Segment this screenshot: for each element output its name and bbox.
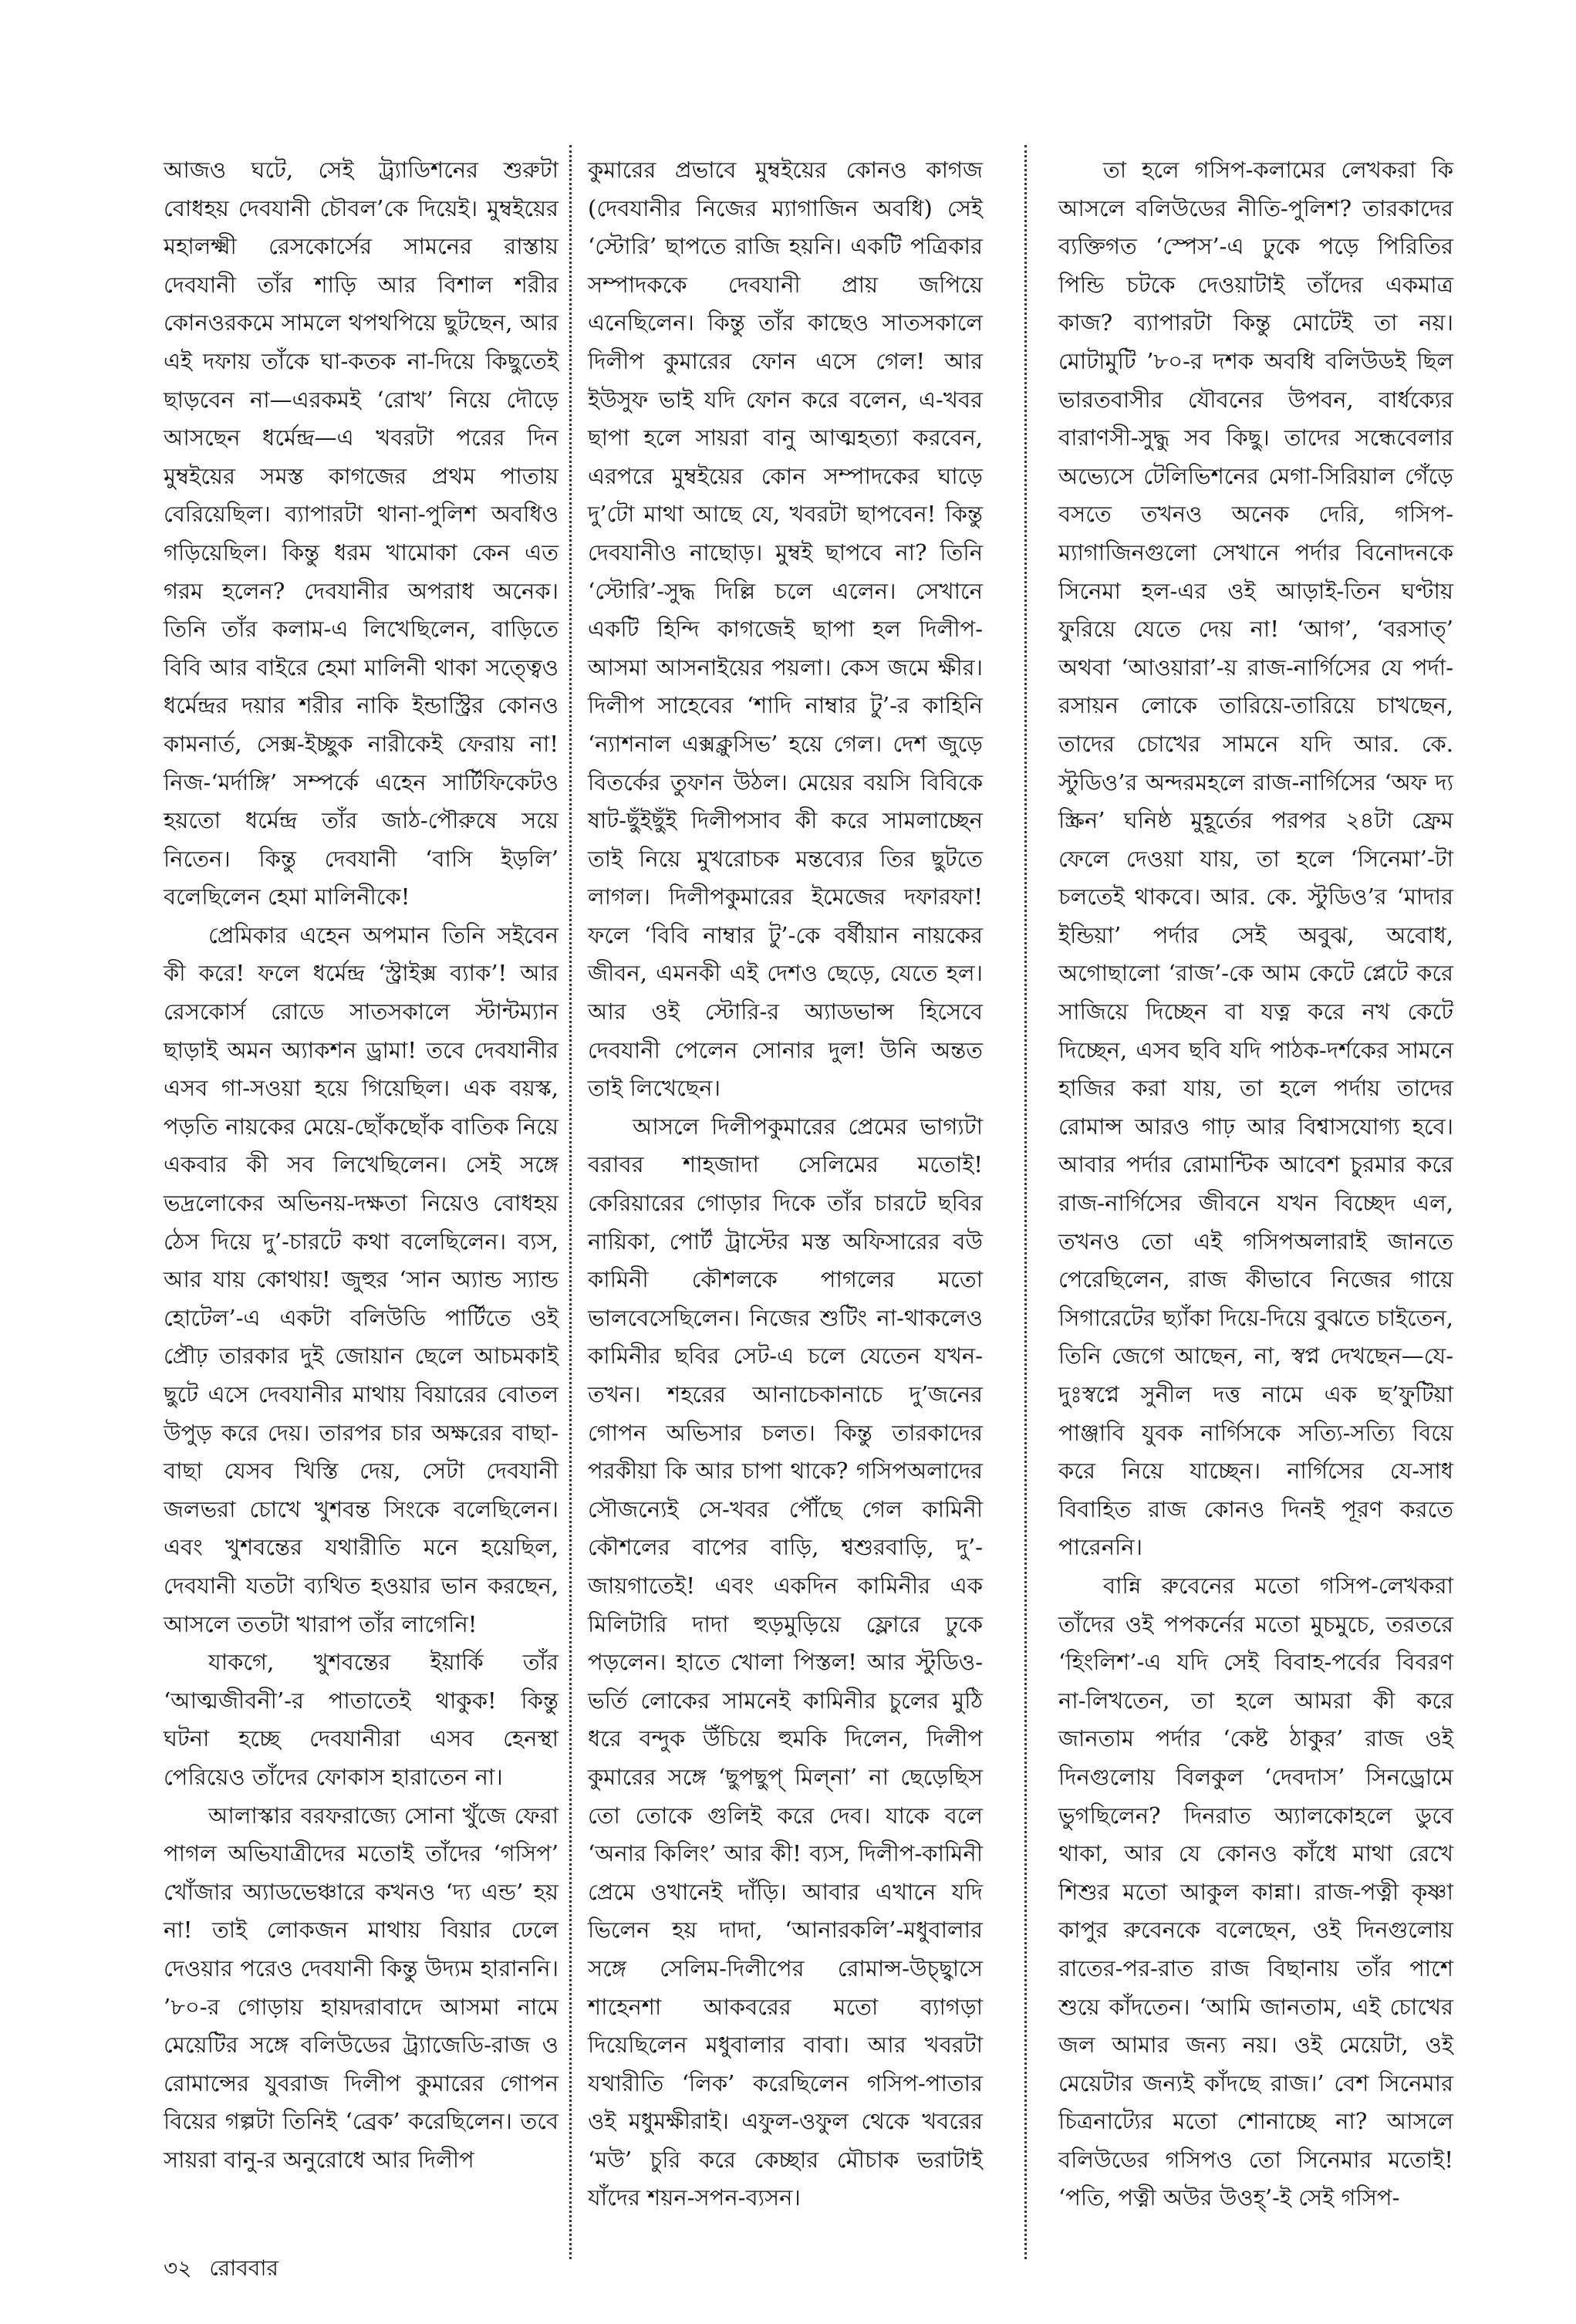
page-footer [164, 2253, 289, 2284]
paragraph: তা হলে গসিপ-কলামের লেখকরা কি আসলে বলিউডের নীতি-পুলিশ? তারকাদের ব্যক্তিগত ‘স্পেস’-এ ঢুকে পড়ে পিরিতির পিন্ডি চটকে দেওয়াটাই তাঁদের একমাত্র কাজ? ব্যাপারটা কিন্তু মোটেই তা নয়। মোটামুটি ’৮০-র দশক অবধি বলিউডই ছিল ভারতবাসীর যৌবনের উপবন, বার্ধক্যের বারাণসী-সুদ্ধু সব কিছু। তাদের সন্ধেবেলার অভ্যেসে টেলিভিশনের মেগা-সিরিয়াল গেঁড়ে বসতে তখনও অনেক দেরি, গসিপ-ম্যাগাজিনগুলো সেখানে পর্দার বিনোদনকে সিনেমা হল-এর ওই আড়াই-তিন ঘণ্টায় ফুরিয়ে যেতে দেয় না! ‘আগ’, ‘বরসাত্‌’ অথবা ‘আওয়ারা’-য় রাজ-নার্গিসের যে পর্দা-রসায়ন লোকে তারিয়ে-তারিয়ে চাখছেন, তাদের চোখের সামনে যদি আর. কে. স্টুডিও’র অন্দরমহলে রাজ-নার্গিসের ‘অফ দ্য স্ক্রিন’ ঘনিষ্ঠ মুহূর্তের পরপর ২৪টা ফ্রেম ফেলে দেওয়া যায়, তা হলে ‘সিনেমা’-টা চলতেই থাকবে। আর. কে. স্টুডিও’র ‘মাদার ইন্ডিয়া’ পর্দার সেই অবুঝ, অবোধ, অগোছালো ‘রাজ’-কে আম কেটে প্লেটে করে সাজিয়ে দিচ্ছেন বা যত্ন করে নখ কেটে দিচ্ছেন, এসব ছবি যদি পাঠক-দর্শকের সামনে হাজির করা যায়, তা হলে পর্দায় তাদের রোমান্স আরও গাঢ় আর বিশ্বাসযোগ্য হবে। আবার পর্দার রোমান্টিক আবেশ চুরমার করে রাজ-নার্গিসের জীবনে যখন বিচ্ছেদ এল, তখনও তো এই গসিপঅলারাই জানতে পেরেছিলেন, রাজ কীভাবে নিজের গায়ে সিগারেটের ছ্যাঁকা দিয়ে-দিয়ে বুঝতে চাইতেন, তিনি জেগে আছেন, না, স্বপ্ন দেখছেন—যে-দুঃস্বপ্নে সুনীল দত্ত নামে এক ছ’ফুটিয়া পাঞ্জাবি যুবক নার্গিসকে সত্যি-সত্যি বিয়ে করে নিয়ে যাচ্ছেন। নার্গিসের যে-সাধ বিবাহিত রাজ কোনও দিনই পূরণ করতে পারেননি। [1058, 157, 1453, 1561]
column-divider [569, 145, 572, 2259]
paragraph: বান্নি রুবেনের মতো গসিপ-লেখকরা তাঁদের ওই পপকর্নের মতো মুচমুচে, তরতরে ‘হিংলিশ’-এ যদি সেই বিবাহ-পর্বের বিবরণ না-লিখতেন, তা হলে আমরা কী করে জানতাম পর্দার ‘কেষ্ট ঠাকুর’ রাজ ওই দিনগুলোয় বিলকুল ‘দেবদাস’ সিনড্রোমে ভুগছিলেন? দিনরাত অ্যালকোহলে ডুবে থাকা, আর যে কোনও কাঁধে মাথা রেখে শিশুর মতো আকুল কান্না। রাজ-পত্নী কৃষ্ণা কাপুর রুবেনকে বলেছেন, ওই দিনগুলোয় রাতের-পর-রাত রাজ বিছানায় তাঁর পাশে শুয়ে কাঁদতেন। ‘আমি জানতাম, এই চোখের জল আমার জন্য নয়। ওই মেয়েটা, ওই মেয়েটার জন্যই কাঁদছে রাজ।’ বেশ সিনেমার চিত্রনাট্যের মতো শোনাচ্ছে না? আসলে বলিউডের গসিপও তো সিনেমার মতোই! ‘পতি, পত্নী অউর উওহ্’-ই সেই গসিপ- [1058, 1572, 1453, 2211]
paragraph: কুমারের প্রভাবে মুম্বইয়ের কোনও কাগজ (দেবযানীর নিজের ম্যাগাজিন অবধি) সেই ‘স্টোরি’ ছাপতে রাজি হয়নি। একটি পত্রিকার সম্পাদককে দেবযানী প্রায় জপিয়ে এনেছিলেন। কিন্তু তাঁর কাছেও সাতসকালে দিলীপ কুমারের ফোন এসে গেল! আর ইউসুফ ভাই যদি ফোন করে বলেন, এ-খবর ছাপা হলে সায়রা বানু আত্মহত্যা করবেন, এরপরে মুম্বইয়ের কোন সম্পাদকের ঘাড়ে দু’টো মাথা আছে যে, খবরটা ছাপবেন! কিন্তু দেবযানীও নাছোড়। মুম্বই ছাপবে না? তিনি ‘স্টোরি’-সুদ্ধ দিল্লি চলে এলেন। সেখানে একটি হিন্দি কাগজেই ছাপা হল দিলীপ-আসমা আসনাইয়ের পয়লা। কেস জমে ক্ষীর। দিলীপ সাহেবের ‘শাদি নাম্বার টু’-র কাহিনি ‘ন্যাশনাল এক্সক্লুসিভ’ হয়ে গেল। দেশ জুড়ে বিতর্কের তুফান উঠল। মেয়ের বয়সি বিবিকে ষাট-ছুঁইছুঁই দিলীপসাব কী করে সামলাচ্ছেন তাই নিয়ে মুখরোচক মন্তব্যের তির ছুটতে লাগল। দিলীপকুমারের ইমেজের দফারফা! ফলে ‘বিবি নাম্বার টু’-কে বর্ষীয়ান নায়কের জীবন, এমনকী এই দেশও ছেড়ে, যেতে হল। আর ওই স্টোরি-র অ্যাডভান্স হিসেবে দেবযানী পেলেন সোনার দুল! উনি অন্তত তাই লিখেছেন। [588, 157, 983, 1102]
publication-name: রোববার [209, 2255, 278, 2281]
paragraph: আলাস্কার বরফরাজ্যে সোনা খুঁজে ফেরা পাগল অভিযাত্রীদের মতোই তাঁদের ‘গসিপ’ খোঁজার অ্যাডভেঞ্চারে কখনও ‘দ্য এন্ড’ হয় না! তাই লোকজন মাথায় বিয়ার ঢেলে দেওয়ার পরেও দেবযানী কিন্তু উদ্যম হারাননি। ’৮০-র গোড়ায় হায়দরাবাদে আসমা নামে মেয়েটির সঙ্গে বলিউডের ট্র্যাজেডি-রাজ ও রোমান্সের যুবরাজ দিলীপ কুমারের গোপন বিয়ের গল্পটা তিনিই ‘ব্রেক’ করেছিলেন। তবে সায়রা বানু-র অনুরোধে আর দিলীপ [164, 1802, 559, 2173]
paragraph: আসলে দিলীপকুমারের প্রেমের ভাগ্যটা বরাবর শাহজাদা সেলিমের মতোই! কেরিয়ারের গোড়ার দিকে তাঁর চারটে ছবির নায়িকা, পোর্ট ট্রাস্টের মস্ত অফিসারের বউ কামিনী কৌশলকে পাগলের মতো ভালবেসেছিলেন। নিজের শুটিং না-থাকলেও কামিনীর ছবির সেট-এ চলে যেতেন যখন-তখন। শহরের আনাচেকানাচে দু’জনের গোপন অভিসার চলত। কিন্তু তারকাদের পরকীয়া কি আর চাপা থাকে? গসিপঅলাদের সৌজন্যেই সে-খবর পৌঁছে গেল কামিনী কৌশলের বাপের বাড়ি, শ্বশুরবাড়ি, দু’-জায়গাতেই! এবং একদিন কামিনীর এক মিলিটারি দাদা হুড়মুড়িয়ে ফ্লোরে ঢুকে পড়লেন। হাতে খোলা পিস্তল! আর স্টুডিও-ভর্তি লোকের সামনেই কামিনীর চুলের মুঠি ধরে বন্দুক উঁচিয়ে হুমকি দিলেন, দিলীপ কুমারের সঙ্গে ‘ছুপছুপ্‌ মিল্‌না’ না ছেড়েছিস তো তোকে গুলিই করে দেব। যাকে বলে ‘অনার কিলিং’ আর কী! ব্যস, দিলীপ-কামিনী প্রেমে ওখানেই দাঁড়ি। আবার এখানে যদি ভিলেন হয় দাদা, ‘আনারকলি’-মধুবালার সঙ্গে সেলিম-দিলীপের রোমান্স-উচ্ছ্বাসে শাহেনশা আকবরের মতো ব্যাগড়া দিয়েছিলেন মধুবালার বাবা। আর খবরটা যথারীতি ‘লিক’ করেছিলেন গসিপ-পাতার ওই মধুমক্ষীরাই। এফুল-ওফুল থেকে খবরের ‘মউ’ চুরি করে কেচ্ছার মৌচাক ভরাটাই যাঁদের শয়ন-সপন-ব্যসন। [588, 1113, 983, 2211]
article-column-1 [164, 151, 559, 2179]
column-divider [1024, 145, 1027, 2259]
page-number: ৩২ [164, 2255, 192, 2281]
article-column-3 [1058, 151, 1453, 2218]
article-column-2 [588, 151, 983, 2218]
paragraph: প্রেমিকার এহেন অপমান তিনি সইবেন কী করে! ফলে ধর্মেন্দ্র ‘স্ট্রাইক্স ব্যাক’! আর রেসকোর্স রোডে সাতসকালে স্টান্টম্যান ছাড়াই অমন অ্যাকশন ড্রামা! তবে দেবযানীর এসব গা-সওয়া হয়ে গিয়েছিল। এক বয়স্ক, পড়তি নায়কের মেয়ে-ছোঁকছোঁক বাতিক নিয়ে একবার কী সব লিখেছিলেন। সেই সঙ্গে ভদ্রলোকের অভিনয়-দক্ষতা নিয়েও বোধহয় ঠেস দিয়ে দু’-চারটে কথা বলেছিলেন। ব্যস, আর যায় কোথায়! জুহুর ‘সান অ্যান্ড স্যান্ড হোটেল’-এ একটা বলিউডি পার্টিতে ওই প্রৌঢ় তারকার দুই জোয়ান ছেলে আচমকাই ছুটে এসে দেবযানীর মাথায় বিয়ারের বোতল উপুড় করে দেয়। তারপর চার অক্ষরের বাছা-বাছা যেসব খিস্তি দেয়, সেটা দেবযানী জলভরা চোখে খুশবন্ত সিংকে বলেছিলেন। এবং খুশবন্তের যথারীতি মনে হয়েছিল, দেবযানী যতটা ব্যথিত হওয়ার ভান করছেন, আসলে ততটা খারাপ তাঁর লাগেনি! [164, 921, 559, 1637]
paragraph: আজও ঘটে, সেই ট্র্যাডিশনের শুরুটা বোধহয় দেবযানী চৌবল’কে দিয়েই। মুম্বইয়ের মহালক্ষ্মী রেসকোর্সের সামনের রাস্তায় দেবযানী তাঁর শাড়ি আর বিশাল শরীর কোনওরকমে সামলে থপথপিয়ে ছুটছেন, আর এই দফায় তাঁকে ঘা-কতক না-দিয়ে কিছুতেই ছাড়বেন না—এরকমই ‘রোখ’ নিয়ে দৌড়ে আসছেন ধর্মেন্দ্র—এ খবরটা পরের দিন মুম্বইয়ের সমস্ত কাগজের প্রথম পাতায় বেরিয়েছিল। ব্যাপারটা থানা-পুলিশ অবধিও গড়িয়েছিল। কিন্তু ধরম খামোকা কেন এত গরম হলেন? দেবযানীর অপরাধ অনেক। তিনি তাঁর কলাম-এ লিখেছিলেন, বাড়িতে বিবি আর বাইরে হেমা মালিনী থাকা সত্ত্বেও ধর্মেন্দ্রর দয়ার শরীর নাকি ইন্ডাস্ট্রির কোনও কামনার্ত, সেক্স-ইচ্ছুক নারীকেই ফেরায় না! নিজ-‘মর্দাঙ্গি’ সম্পর্কে এহেন সার্টিফিকেটও হয়তো ধর্মেন্দ্র তাঁর জাঠ-পৌরুষে সয়ে নিতেন। কিন্তু দেবযানী ‘বাসি ইড়লি’ বলেছিলেন হেমা মালিনীকে! [164, 157, 559, 910]
paragraph: যাকগে, খুশবন্তের ইয়ার্কি তাঁর ‘আত্মজীবনী’-র পাতাতেই থাকুক! কিন্তু ঘটনা হচ্ছে দেবযানীরা এসব হেনস্থা পেরিয়েও তাঁদের ফোকাস হারাতেন না। [164, 1649, 559, 1790]
